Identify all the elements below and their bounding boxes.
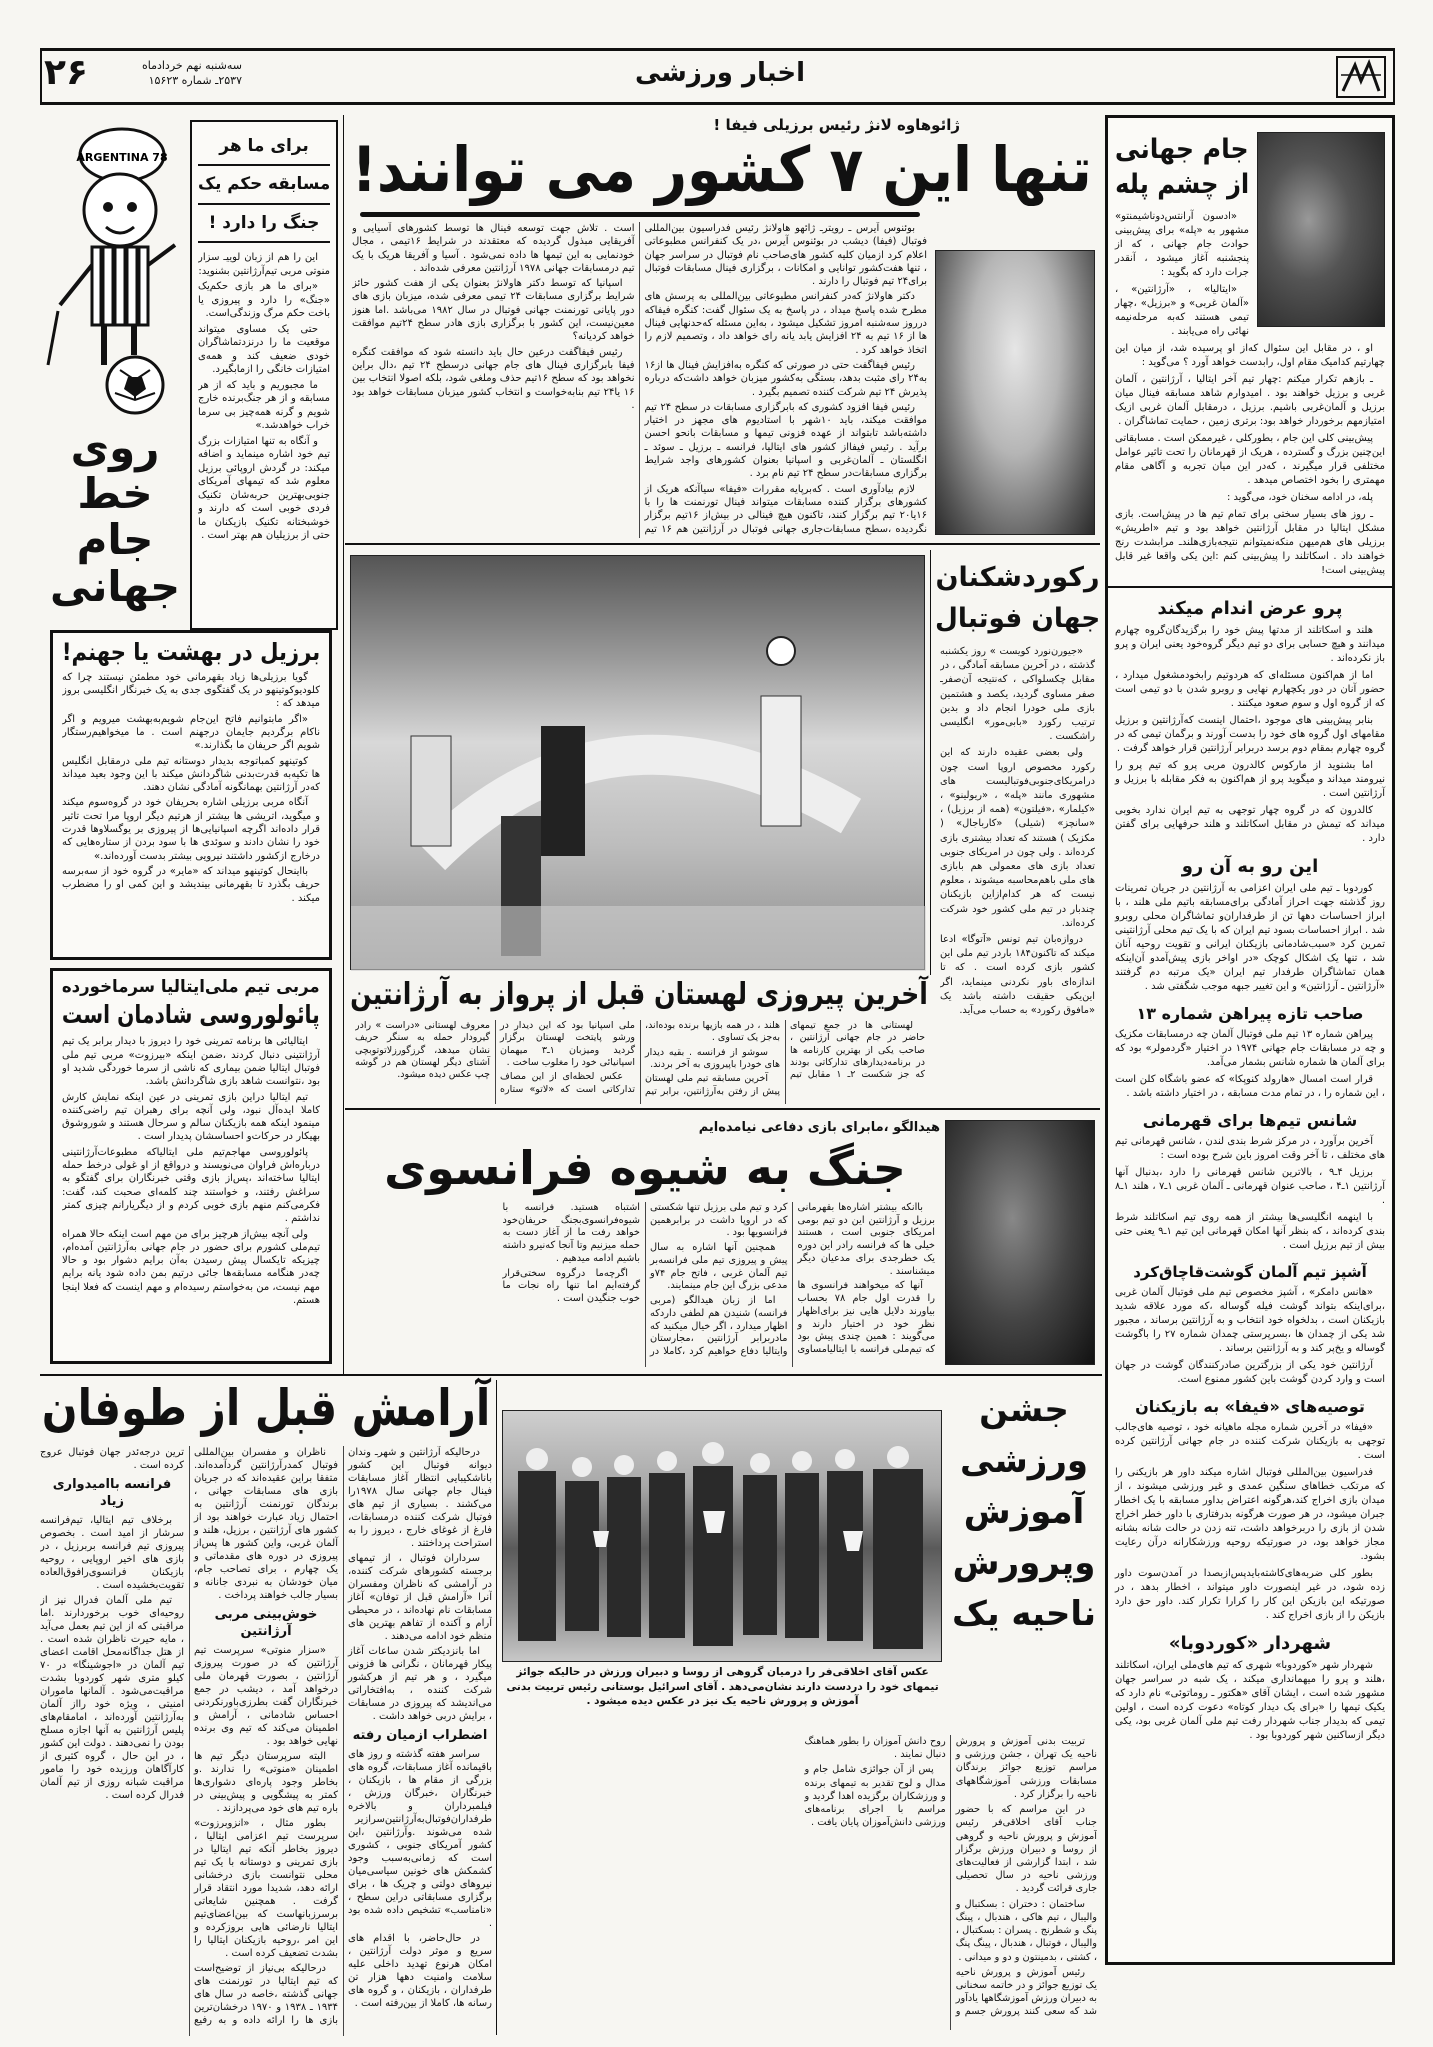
section-rule <box>345 543 1100 545</box>
paragraph: لهستانی ها در جمع تیمهای حاضر در جام جهانی آرژانتین ، صاحب یکی از بهترین کارنامه ها در برنامه‌دیدارهای تدارکاتی بودند که جز شکست ۲ـ ۱ مقابل تیم هلند ، در همه بازیها برنده بوده‌اند، به‌جز یک تساوی . <box>645 1020 925 1081</box>
players-silhouettes-icon <box>351 556 926 971</box>
main-article-body <box>352 222 927 538</box>
quote-body <box>198 251 330 622</box>
paragraph: اما از هم‌اکنون مسئله‌ای که هردوتیم رابخود‌مشغول میدارد ، حضور آنان در دور یکچهارم نهایی و روبرو شدن با دو تیمی است که از گروه اول و سوم صعود میکنند . <box>1115 670 1385 710</box>
paragraph: آرژانتین خود یکی از بزرگترین صادرکنندگان گوشت در جهان است و وارد کردن گوشت باین کشور ممنوع است. <box>1115 1360 1385 1386</box>
paragraph: ـ بازهم تکرار میکنم :چهار تیم آخر ایتالیا ، آرژانتین ، آلمان غربی و برزیل خواهند بود . امیدوارم شاهد مسابقه فینال میان برزیل و آلمان‌غربی باشیم. برزیل ، درمقابل آلمان غربی ازیک امتیازمهم برخوردار خواهد بود: برتری زمین ، حمایت تماشاگران . <box>1115 374 1385 428</box>
article-headline-row <box>62 638 320 667</box>
article-headline: برزیل در بهشت یا جهنم! <box>61 638 320 666</box>
gauchito-mascot-icon <box>40 115 190 425</box>
paragraph: گویا برزیلی‌ها زیاد بقهرمانی خود مطمئن نیستند چرا که کلودیوکوتینهو در یک گفتگوی جدی به یک خبرنگار انگلیسی بروز میدهد که : <box>62 671 320 710</box>
storm-subheading-france: فرانسه باامیدواری زیاد <box>52 1477 172 1509</box>
headline-text: جنگ را دارد ! <box>208 212 320 233</box>
header-top-rule <box>40 48 1395 51</box>
date-line: سه‌شنبه نهم خردادماه <box>141 59 242 72</box>
mayor-headline: شهردار «کوردوبا» <box>1168 1633 1332 1655</box>
photo-poland-spain-match <box>350 555 925 970</box>
paragraph: بوئنوس آیرس ـ رویترـ ژائهو هاولانژ رئیس فدراسیون بین‌المللی فوتبال (فیفا) دیشب در بوئنوس آیرس ،در یک کنفرانس مطبوعاتی اعلام کرد ازمیان کلیه کشور های‌صاحب نام فوتبال در سراسر جهان ، تنها هفت‌کشور توانایی و امکانات ، برگزاری فینال مسابقات فوتبال برای۲۴ تیم فوتبال را دارند . <box>644 223 927 288</box>
storm-subheading-calm: اضطراب ازمیان رفته <box>352 1728 488 1743</box>
festival-headline <box>950 1385 1098 1640</box>
header-bottom-rule <box>40 102 1395 105</box>
paragraph: دروازه‌بان تیم تونس «آتوگا» ادعا میکند که تاکنون۱۸۴ باردر تیم ملی این کشور بازی کرده است . که تا اندازه‌ای باور نکردنی مینماید، اگر این‌یکی حقیقت داشته باشد یک «مافوق رکورد» به حساب می‌آید. <box>940 934 1095 1017</box>
headline-row <box>935 558 1100 599</box>
paragraph: پس از آن جوائزی شامل جام و مدال و لوح تقدیر به تیمهای برنده و ورزشکاران برگزیده اهدا گردید و مراسم با اجرای برنامه‌های ورزشی دانش‌آموزان پایان یافت . <box>804 1764 946 1829</box>
article-kicker: مربی تیم ملی‌ایتالیا سرماخورده <box>62 977 320 997</box>
france-kicker: هیدالگو ،مابرای بازی دفاعی نیامده‌ایم <box>698 1120 940 1135</box>
paragraph: سرداران فوتبال ، از تیمهای برجسته کشورهای شرکت کننده، در آرامشی که ناظران ومفسران آنرا «آرامش قبل از توفان» آغاز مسابقات نام نهاده‌اند ، در محیطی آرام و آکنده از تفاهم بهترین های منظم خود ادامه می‌دهند . <box>348 1553 492 1642</box>
group-with-trophies-icon <box>503 1411 943 1663</box>
headline-line: از چشم پله <box>1115 169 1249 201</box>
paragraph: بطور مثال ، «انزوبرزوت» سرپرست تیم اعزامی ایتالیا ، دیروز بخاطر آنکه تیم ایتالیا در بازی تمرینی و دوستانه با یک تیم محلی نتوانست بازی درخشانی ارائه دهد، شدیدا مورد انتقاد قرار گرفت . همچنین شایعاتی برسرزبانهاست که بین‌اعضای‌تیم ایتالیا نارضائی هایی بروزکرده و این امر ،روحیه بازیکنان ایتالیا را بشدت تضعیف کرده است . <box>194 1817 338 1959</box>
paragraph: رئیس آموزش و پرورش ناحیه یک توزیع جوائز و در خاتمه سخنانی به دبیران ورزش آموزشگاهها یادآور شد که سعی کنند پرورش جسم و روح دانش آموزان را بطور هماهنگ دنبال نمایند . <box>804 1736 1097 2018</box>
headline-row <box>950 1436 1098 1487</box>
paragraph: باآنکه بیشتر اشاره‌ها بقهرمانی برزیل و آرژانتین این دو تیم بومی امریکای جنوبی است ، هستند خیلی ها که فرانسه رادر این دوره یک خطرجدی برای مدعیان دیگر میشناسند . <box>797 1202 935 1277</box>
storm-article-body <box>40 1446 492 2036</box>
paragraph: «ادسون آرانتس‌دوناشیمنتو» مشهور به «پله» برای پیش‌بینی حوادث جام جهانی ، که از پنجشنبه آغاز میشود ، آنقدر جرات دارد که بگوید : <box>1115 211 1249 279</box>
photo-pele-portrait <box>1257 132 1385 327</box>
paragraph: در حال‌حاضر، با اقدام های سریع و موثر دولت آرژانتین ، امکان هرنوع تهدید داخلی علیه سلامت وامنیت دهها هزار تن طرفداران ، بازیکنان ، و گروه های رسانه ها، کاملا از بین‌رفته است . <box>348 1932 492 2009</box>
paragraph: درحالیکه آرژانتین و شهرـ وندان دیوانه فوتبال این کشور باناشکیبایی انتظار آغاز مسابقات فینال جام جهانی سال ۱۹۷۸را می‌کشند . بسیاری از تیم های فوتبال شرکت کننده درمسابقات، فارغ از غوغای خارج ، دیروز را به استراحت پرداختند . <box>348 1447 492 1549</box>
paragraph: قرار است امسال «هارولد کنوپکا» که عضو باشگاه کلن است ، این شماره را ، در تمام مدت مسابقه ، در اختیار داشته باشد . <box>1115 1074 1385 1100</box>
paragraph: کوردوبا ـ تیم ملی ایران اعزامی به آرژانتین در جریان تمرینات روز گذشته جهت احراز آمادگی برای‌مسابقه باتیم ملی هلند ، با ابراز احساسات دهها تن از طرفداران‌و تماشاگران محلی روبرو شد . ابراز احساسات بسود تیم ایران که با یک تیم محلی آرژانتینی تمرین کرد «سبب‌شادمانی بازیکنان ایرانی و تقویت روحیه آنان شد ، تنها یک اشکال کوچک «در اواخر بازی پیش‌آمدو آن‌اینکه همان تماشاگران طرفدار تیم ایران «یک مرتبه دم گرفتند «آرژانتین ـ آرژانتین» و این تغییر جبهه موجب شگفتی شد . <box>1115 883 1385 993</box>
article-brazil-heaven-or-hell <box>50 630 332 960</box>
headline-row <box>950 1589 1098 1640</box>
headline-row <box>1115 167 1249 202</box>
odds-headline: شانس تیم‌ها برای قهرمانی <box>1142 1111 1358 1131</box>
column-divider <box>343 115 344 1375</box>
paragraph: تربیت بدنی آموزش و پرورش ناحیه یک تهران ، جشن ورزشی و مراسم توزیع جوائز برندگان مسابقات ورزشی آموزشگاههای ناحیه را برگزار کرد . <box>955 1736 1097 1800</box>
paragraph: آخرین برآورد ، در مرکز شرط بندی لندن ، شانس قهرمانی تیم های مختلف ، تا آخر وقت امروز باین شرح بوده است : <box>1115 1136 1385 1162</box>
paragraph: «اگر مابتوانیم فاتح این‌جام شویم‌به‌بهشت میرویم و اگر ناکام برگردیم جایمان درجهنم است . ما میخواهیم‌رستگار شویم اگر حریفان ما بگذارند.» <box>62 713 320 752</box>
paragraph: «هانس دامکر» ، آشپز مخصوص تیم ملی فوتبال آلمان غربی ،برای‌اینکه بتواند گوشت فیله گوساله ،که مورد علاقه شدید بازیکنان است ، بدلخواه خود انتخاب و به آرژانتین برساند ، مجبور شد یکی از چمدان ها ،بسرپرستی چمدان شماره ۲۷ را باگوشت گوساله و یخ‌پر کند و به آرژانتین برساند . <box>1115 1287 1385 1355</box>
paragraph: رئیس فیفا افزود کشوری که بابرگزاری مسابقات در سطح ۲۴ تیم موافقت میکند، باید ۱۰شهر با استادیوم های مجهز در اختیار داشته‌باشد تابتواند از عهده فزونی تیمها و مسابقات بانحو احسن برآید . رئیس فیفااز کشور های ایتالیا، فرانسه ـ برزیل ـ سوئد ـ انگلستان ـ آلمان‌غربی و اسپانیا بعنوان کشورهای واجد شرایط برگزاری مسابقات‌در سطح ۲۴ تیم نام برد . <box>644 401 927 480</box>
headline-line: جشن <box>979 1390 1069 1430</box>
issue-date <box>92 58 242 89</box>
paragraph: شهردار شهر «کوردوبا» شهری که تیم های‌ملی ایران، اسکاتلند ،هلند و پرو را میهمانداری میکند ، یک شبه در سراسر جهان مشهور شده است ، ایشان آقای «هکتور ـ روماتوئی» نام دارد که یکیک تیمها را «برای یک دیدار کوتاه» دعوت کرده است ، اولین تیمی که بدیدار جناب شهردار رفت تیم ملی آلمان غربی بود، یکی دیگر ازساکنین شهر کوردوبا بود . <box>1115 1660 1385 1742</box>
paragraph: بطور کلی ضربه‌های‌کاشته‌بایدپس‌ازبصدا در آمدن‌سوت داور زده شود، در غیر اینصورت داور میتواند ، اخطار بدهد ، در صورتیکه این بازیکن این کار را کرارا تکرار کند. داور حق دارد بازیکن را از بازی اخراج کند . <box>1115 1568 1385 1622</box>
section-rule <box>345 1108 1100 1110</box>
headline-row <box>950 1385 1098 1436</box>
paragraph: سوشو از فرانسه . بقیه دیدار های خودرا باپیروزی به آخر بردند. <box>645 1046 780 1071</box>
fifa-advice-headline: توصیه‌های «فیفا» به بازیکنان <box>1135 1397 1365 1417</box>
poland-headline-row <box>350 978 928 1013</box>
paragraph: «سزار منوتی» سرپرست تیم آرژانتین که در صورت پیروزی آرژانتین ، بصورت قهرمان ملی درخواهد آمد ، دیشب در جمع خبرنگاران گفت بطرزی‌باورنکردنی احساس شادمانی ، آرامش و اطمینان می‌کند که تیم وی برنده نهایی خواهد بود . <box>194 1644 338 1747</box>
records-article-body <box>940 645 1095 1103</box>
paragraph: این را هم از زبان لوییـ سزار منوتی مربی تیم‌آرژانتین بشنوید: <box>198 252 330 277</box>
article-body <box>62 1035 320 1355</box>
header-right-rule <box>1393 48 1395 105</box>
paragraph: تیم ملی آلمان فدرال نیز از روحیه‌ای خوب برخوردارند .اما مراقبتی که از این تیم بعمل می‌آید ، مایه حیرت ناظران شده است . از هتل جداگانه‌محل اقامت اعضای تیم آلمان در «اجوشینگا» در ۷۰ کیلو متری شهر کوردوبا بشدت مراقبت‌می‌شود . آلمانها ماموران امنیتی ، ویژه خود رااز آلمان به‌آرژانتین آورده‌اند ، امامقام‌های پلیس آرژانتین به آنها اجازه مسلح بودن را نمی‌دهند . دولت این کشور ، در این حال ، گروه کثیری از کارآگاهان ورزیده خود را مامور مراقبت شبانه روزی از تیم آلمان فدرال کرده است . <box>40 1594 184 1801</box>
headline-row <box>935 599 1100 640</box>
headline-line: جهان فوتبال <box>934 602 1100 634</box>
main-headline-row <box>351 133 1092 206</box>
paragraph: «جیورن‌نورد کویست » روز یکشنبه گذشته ، در آخرین مسابقه آمادگی ، در مقابل چکسلواکی ، که‌نتیجه آن‌صفرـ صفر مساوی گردید، یکصد و هشتمین بازی ملی خودرا انجام داد و بدین ترتیب رکورد «بابی‌مور» انگلیسی راشکست . <box>940 646 1095 743</box>
headline-line: ناحیه یک <box>952 1594 1096 1634</box>
paragraph: «ایتالیا» ، «آرژانتین» ، «آلمان غربی» و «برزیل» ،چهار تیمی هستند که‌به مرحله‌نیمه نهائی راه می‌یابند . <box>1115 284 1249 338</box>
france-headline-row <box>350 1142 940 1195</box>
headline-row <box>950 1538 1098 1589</box>
vertical-headline-word: خط <box>77 469 153 519</box>
paragraph: اگرچه‌ما درگروه سختی‌قرار گرفته‌ایم اما تنها راه نجات ما خوب جنگیدن است . <box>502 1267 640 1305</box>
poland-headline: آخرین پیروزی لهستان قبل از پرواز به آرژانتین <box>350 977 928 1012</box>
vertical-headline-row <box>50 471 180 517</box>
logo-emblem-icon <box>1335 55 1387 99</box>
headline-line: جام جهانی <box>1115 134 1249 165</box>
paragraph: عکس لحظه‌ای از این مصاف تدارکاتی است که «لاتو» ستاره معروف لهستانی «دراست » رادر گیرودار حمله به سنگر حریف نشان میدهد، گرزگورزلاتوتوبچی آشنای دیگر لهستان هم در گوشه چپ عکس دیده میشود. <box>355 1020 635 1095</box>
paragraph: فدراسیون بین‌المللی فوتبال اشاره میکند داور هر بازیکنی را که مرتکب خطاهای سنگین عمدی و غیر ورزشی میشوند ، از میدان بازی اخراج کند،هرگونه اعتراض بداور مسابقه با یک اخطار جبران میشود، در هر صورت هرگونه بدرفتاری با داور خطر اخراج شدن از بازی را دربرخواهد داشت، تنه زدن در حالت شانه بشانه مجاز خواهد بود، در صورتیکه روحیه ورزشکارانه درآن رعایت بشود. <box>1115 1467 1385 1563</box>
paragraph: پیراهن شماره ۱۳ تیم ملی فوتبال آلمان چه درمسابقات مکزیک و چه در مسابقات جام جهانی ۱۹۷۴ در اختیار «گردمولر» بود که برای آلمان ها شماره شانس بشمار می‌آمد. <box>1115 1029 1385 1069</box>
newspaper-logo <box>1335 55 1387 99</box>
france-headline: جنگ به شیوه فرانسوی <box>384 1141 906 1195</box>
mascot-hat-label: ARGENTINA 78 <box>76 151 168 164</box>
headline-text: برای ما هر <box>219 136 309 156</box>
pele-headline <box>1115 132 1249 202</box>
paragraph: آنها که میخواهند فرانسوی ها را قدرت اول جام ۷۸ بحساب بیاورند دلایل هایی نیز برای‌اظهار نظر خود در اختیار دارند و می‌گویند : همین چندی پیش بود که تیم‌ملی فرانسه با ایتالیامساوی کرد و تیم ملی برزیل تنها شکستی که در اروپا داشت در برابرهمین فرانسویها بود . <box>650 1202 935 1356</box>
photo-caption: عکس آقای اخلاقی‌فر را درمیان گروهی از روسا و دبیران ورزش در حالیکه جوائز تیمهای خود را دردست دارند نشان‌می‌دهد . آقای اسرائیل بوستانی رئیس تربیت بدنی آموزش و پرورش ناحیه یک نیز در عکس دیده میشود . <box>506 1666 939 1708</box>
vertical-headline-row <box>49 561 180 611</box>
shirt13-article-body <box>1115 1028 1385 1101</box>
peru-headline: پرو عرض اندام میکند <box>1157 598 1343 620</box>
paragraph: هلند و اسکاتلند از مدتها پیش خود را برگزیدگان‌گروه چهارم میدانند و هیچ حسابی برای دو تیم دیگر گروه‌خود یعنی ایران و پرو باز نکرده‌اند . <box>1115 625 1385 665</box>
vertical-headline-row <box>50 425 180 471</box>
paragraph: برزیل ۴ـ۹ ، بالاترین شانس قهرمانی را دارد ،بدنبال آنها آرژانتین ۱ـ۴ ، صاحب عنوان قهرمانی ـ آلمان غربی ۱ـ۷ ، هلند ۱ـ۸ . <box>1115 1167 1385 1207</box>
paragraph: اما بانزدیکتر شدن ساعات آغاز پیکار قهرمانان ، نگرانی ها فزونی میگیرد ، و هر تیم از هرکشور شرکت کننده ، به‌افتخاراتی می‌اندیشد که پیروزی در مسابقات ، برایش دربی خواهد داشت . <box>348 1646 492 1722</box>
paragraph: بااینحال کوتینهو میداند که «مایر» در گروه خود از سه‌برسه حریف بگذرد تا بقهرمانی بیندیشد و این کمی او را مضطرب میکند . <box>62 865 320 904</box>
shirt13-headline: صاحب تازه پیراهن شماره ۱۳ <box>1136 1004 1364 1024</box>
paragraph: ولی بعضی عقیده دارند که این رکورد مخصوص اروپا است چون درامریکای‌جنوبی‌فوتبالیست های مشهوری مانند «پله» ، «ریولینو» ، «کیلمار» ،«فیلتون» (همه از برزیل) ، «سانچز» (شیلی) «کارباجال» ( مکزیک ) هستند که تعداد بیشتری بازی کرده‌اند . ولی چون در امریکای جنوبی تعداد بازی های معمولی هم بابازی های ملی باهم‌محاسبه میشوند ، معلوم نیست که هر کدام‌ازاین بازیکنان چندبار در تیم ملی کشور خود شرکت کرده‌اند. <box>940 747 1095 929</box>
paragraph: او ، در مقابل این سئوال که‌از او پرسیده شد، از میان این چهارتیم کدامیک مقام اول، رابدست خواهد آورد ؟ می‌گوید : <box>1115 343 1385 369</box>
vertical-headline-word: جام <box>76 515 154 565</box>
paragraph: آنگاه مربی برزیلی اشاره بحریفان خود در گروه‌سوم میکند و میگوید، اتریشی ها بیشتر از هرتیم دیگر اروپا مرا تحت تاثیر قرار داده‌اند اگرچه اسپانیایی‌ها از پیروزی بر یوگسلاوها قدرت خود را نشان دادند و سوئدی ها با سود بردن از ستاره‌هایی که درخارج ازکشور داشتند نیرویی بیشتر بدست آورده‌اند.» <box>62 797 320 862</box>
paragraph: پیش‌بینی کلی این جام ، بطورکلی ، غیرممکن است . مسابقاتی این‌چنین بزرگ و گسترده ، هریک از قهرمانان را تحت تاثیر عوامل مختلفی قرار میگیرند ، که‌در این میان تجربه و آگاهی مقام مهمتری را بخود اختصاص میدهد . <box>1115 433 1385 487</box>
headline-line: ورزشی <box>959 1441 1089 1481</box>
paragraph: آخرین مسابقه تیم ملی لهستان پیش از رفتن به‌آرژانتین، برابر تیم ملی اسپانیا بود که این دیدار در ورشو پایتخت لهستان برگزار گردید ومیزبان ۱ـ۳ میهمان اسپانیائی خود را مغلوب ساخت . <box>500 1020 780 1097</box>
peru-article-body <box>1115 624 1385 846</box>
records-headline <box>935 558 1100 639</box>
issue-number: ۲۵۳۷ـ شماره ۱۵۶۲۳ <box>148 74 242 88</box>
paragraph: ناظران و مفسران بین‌المللی فوتبال کمدرآرژانتین گردآمده‌اند. متفقا براین عقیده‌اند که در جریان بازی های مسابقات جهانی ، برندگان تورنمنت آرژانتین به احتمال زیاد عبارت خواهند بود از کشور های آرژانتین ، برزیل، هلند و آلمان غربی، واین کشور ها پس‌از پیروزی در دوره های مقدماتی و یک چهارم ، برای تصاحب جام، میان خودشان به نبردی جانانه و بسیار جالب خواهند پرداخت . <box>194 1447 338 1601</box>
headline-row <box>950 1487 1098 1538</box>
section-rule <box>1108 586 1392 588</box>
vertical-headline-word: جهانی <box>49 561 180 611</box>
paragraph: کوتینهو کمباتوجه بدیدار دوستانه تیم ملی درمقابل انگلیس ها تکیه‌به قدرت‌بدنی شاگردانش میکند با این وجود بعید میداند که‌در آرژانتین بهمانگونه آمادگی نشان دهند. <box>62 755 320 794</box>
paragraph: با اینهمه انگلیسی‌ها بیشتر از همه روی تیم اسکاتلند شرط بندی کرده‌اند ، که بنظر آنها امکان قهرمانی این تیم ۱ـ۹ یعنی حتی بیش از تیم برزیل است . <box>1115 1212 1385 1252</box>
header-left-rule <box>40 48 42 105</box>
article-paolo-rossi <box>50 968 332 1364</box>
photo-trophy-ceremony-group <box>502 1410 942 1662</box>
section-rule <box>40 1374 1102 1376</box>
reversal-article-body <box>1115 882 1385 994</box>
paragraph: حتی یک مساوی میتواند موقعیت ما را درنزدتماشاگران خودی ضعیف کند و همه‌ی امتیازات خانگی را ازمابگیرد. <box>198 323 330 376</box>
article-headline: پائولوروسی شادمان است <box>62 1000 320 1030</box>
paragraph: پائولوروسی مهاجم‌تیم ملی ایتالیاکه مطبوعات‌آرژانتینی درباره‌اش فراوان می‌نویسند و درواقع از او غولی درخط حمله ایتالیا ساخته‌اند ،پس‌از بازی وقتی خبرنگاران برای گفتگو به سراغش رفتند، و خواستند چند کلمه‌ای صحبت کند، گفت: فکرمی‌کنم منهم بازی خوبی کردم و از دیگریارانم چیزی کمتر نداشتم . <box>62 1146 320 1225</box>
paragraph: ما مجبوریم و باید که از هر مسابقه و از هر جنگ‌برنده خارج شویم و گرنه همه‌چیز بی سرما خراب خواهدشد.» <box>198 379 330 432</box>
paragraph: ولی آنچه بیش‌از هرچیز برای من مهم است اینکه حالا همراه تیم‌ملی کشورم برای حضور در جام جهانی به‌آرژانتین آمده‌ام، چیزیکه تایکسال پیش رسیدن به‌آن برایم دشوار بود و حالا چه‌در هنگامه مسابقه‌ها جائی درتیم بمن داده شود یانه برایم مهم نیست، من به‌خواستم رسیده‌ام و مهم اینست که فعلا اینجا هستم. <box>62 1228 320 1307</box>
paragraph: همچنین آنها اشاره به سال پیش و پیروزی تیم ملی فرانسه‌بر تیم آلمان غربی ، فاتح جام ۷۴و مدعی بزرگ این جام مینمایند. <box>650 1242 788 1292</box>
pele-section <box>1115 132 1385 588</box>
page-number: ۲۶ <box>44 52 88 93</box>
paragraph: اما از زبان هیدالگو (مربی فرانسه) شنیدن هم لطفی داردکه اظهار میدارد ، اگر خیال میکنید که مادربرابر آرژانتین ،مجارستان وایتالیا دفاع خواهیم کرد ،کاملا در اشتباه هستید. فرانسه با شیوه‌فرانسوی‌بجنگ حریفان‌خود خواهد رفت ما از آغاز دست به حمله میزنیم وتا آنجا که‌نیرو داشته باشیم ادامه میدهیم . <box>502 1202 788 1358</box>
main-kicker: ژائوهاوه لانژ رئیس برزیلی فیفا ! <box>713 116 960 134</box>
paragraph: رئیس فیفاگفت درعین حال باید دانسته شود که موافقت کنگره فیفا بابرگزاری فینال های جام جهانی درسطح ۲۴ تیم ،دال براین نخواهد بود که سطح ۱۶تیم حذف وملغی شود، بلکه اصولا انتخاب بین ۱۶ یا۲۴ تیم بنابه‌خواست و انتخاب کشور میزبان مسابقات خواهد بود . <box>352 346 635 411</box>
paragraph: درحالیکه بی‌نیاز از توضیح‌است که تیم ایتالیا در تورنمنت های جهانی گذشته ،خاصه در سال های ۱۹۳۴ ـ ۱۹۳۸ و ۱۹۷۰ درخشان‌ترین بازی ها را ارائه داده و به رفیع ترین درجه‌ئدر جهان فوتبال عروج کرده است . <box>40 1447 338 2026</box>
fifa-advice-article-body <box>1115 1421 1385 1623</box>
paragraph: ایتالیائی ها برنامه تمرینی خود را دیروز با دیدار برابر یک تیم آرژانتینی دنبال کردند ،ضمن اینکه «بیرزوت» مربی تیم ملی فوتبال ایتالیا ضمن بیماری که ناشی از سرما خوردگی شدید او بود ،نتوانست شاهد بازی شاگردانش باشد. <box>62 1036 320 1088</box>
main-headline: تنها این ۷ کشور می توانند! <box>351 133 1092 206</box>
section-title: اخبار ورزشی <box>634 58 805 88</box>
paragraph: تیم ایتالیا دراین بازی تمرینی در عین اینکه نمایش کارش کاملا ایده‌آل نبود، ولی آنچه برای رهبران تیم راضی‌کننده مینمود اینکه همه بازیکنان سالم و سرحال هستند و شوروشوق بهیکار در حرکات‌و احساسشان پدیدار است . <box>62 1091 320 1143</box>
paragraph: در این مراسم که با حضور جناب آقای اخلاقی‌فر رئیس آموزش و پرورش ناحیه و گروهی از روسا و دبیران ورزش برگزار شد ، ابتدا گزارشی از فعالیت‌های ورزشی ناحیه در سال تحصیلی جاری قرائت گردید . <box>955 1804 1097 1895</box>
mayor-article-body <box>1115 1659 1385 1743</box>
vertical-headline-world-cup-line <box>50 425 180 610</box>
odds-article-body <box>1115 1135 1385 1253</box>
right-column-box <box>1105 115 1395 1965</box>
paragraph: دکتر هاولانژ که‌در کنفرانس مطبوعاتی بین‌المللی به پرسش های مطرح شده پاسخ میداد ، در پاسخ به یک سئوال گفت: کنگره فیفاکه درروز سه‌شنبه امروز تشکیل میشود ، به‌این مسئله که‌حدنهایی فینال ها از ۱۶ تیم به ۲۴ افزایش یابد یانه رای خواهد داد ، وتصمیم لازم را اتخاذ خواهد کرد . <box>644 291 927 356</box>
paragraph: «فیفا» در آخرین شماره مجله ماهیانه خود ، توصیه های‌جالب توجهی به بازیکنان شرکت کننده در جام جهانی آرژانتین کرده است . <box>1115 1422 1385 1462</box>
chef-headline: آشپز تیم آلمان گوشت‌قاچاق‌کرد <box>1133 1263 1367 1282</box>
vertical-headline-row <box>50 517 180 563</box>
paragraph: ـ روز های بسیار سختی برای تمام تیم ها در پیش‌است. بازی مشکل ایتالیا در مقابل آرژانتین خواهد بود و تیم «اطریش» برزیلی های هم‌میهن منکه‌نمیتوانم نتیجه‌بازی‌هلند‌ـ مرابشدت رنج خواهند داد . اسکاتلند را پیش‌بینی کنم :این یکی واقعا غیر قابل پیش‌بینی است! <box>1115 509 1385 577</box>
storm-headline-row <box>42 1380 490 1438</box>
paragraph: «برای ما هر بازی حکم‌یک «جنگ» را دارد و پیروزی یا باخت حکم مرگ وزندگی‌است. <box>198 281 330 320</box>
vertical-headline-word: روی <box>70 423 160 472</box>
headline-line: آموزش <box>963 1492 1085 1532</box>
paragraph: لازم بیادآوری است . که‌برپایه مقررات «فیفا» سیاآنکه هریک از کشورهای برگزار کننده مسابقات میتواند فینال تورنمنت ها را با ۱۶یا۲۰ تیم برگزار کنند، تاکنون هیچ فینالی در بیش‌از ۱۶تیم برگزار نگردیده ،سطح مسابقات‌جاری جهانی فوتبال در آرژانتین هم ۱۶ تیم است . تلاش جهت توسعه فینال ها توسط کشورهای آسیایی و آفریقایی مبذول گردیده که معتقدند در شرایط ۱۶تیمی ، مجال خودنمایی به این تیمها ها داده نمی‌شود . آسیا و آفریقا هریک با یک تیم درمسابقات جهانی ۱۹۷۸ آرژانتین معرفی شده‌اند . <box>352 223 927 535</box>
headline-line: وپرورش <box>952 1543 1096 1583</box>
poland-article-body <box>355 1020 925 1104</box>
column-divider <box>496 1380 497 2035</box>
mascot-illustration <box>40 115 190 425</box>
paragraph: برخلاف تیم ایتالیا، تیم‌فرانسه سرشار از امید است . بخصوص پیروزی تیم فرانسه بربرزیل ، در بازی های اخیر اروپایی ، روحیه بازیکنان فرانسوی‌رافوق‌العاده تقویت‌بخشیده است . <box>40 1514 184 1591</box>
paragraph: کالدرون که در گروه چهار توجهی به تیم ایران ندارد بخوبی میداند که تیمش در مقابل اسکاتلند و هلند حرفهایی برای گفتن دارد . <box>1115 805 1385 845</box>
article-body <box>62 671 320 952</box>
headline-line: رکوردشکنان <box>935 562 1100 593</box>
paragraph: و آنگاه به تنها امتیازات بزرگ تیم خود اشاره مینماید و اضافه میکند: در گردش اروپائی برزیل معلوم شد که تیمهای آمریکای جنوبی‌بهترین حربه‌شان تکنیک فردی خوبی است که دارند و خوشبختانه تکنیک بازیکنان ما حتی از برزیلیان هم بهتر است . <box>198 435 330 542</box>
storm-subheading-coach: خوش‌بینی مربی آرژانتین <box>214 1607 318 1639</box>
france-article-body <box>355 1202 935 1367</box>
chef-article-body <box>1115 1286 1385 1387</box>
paragraph: اما بشنوید از مارکوس کالدرون مربی پرو که تیم پرو را نیرومند میداند و میگوید پرو از هم‌اکنون به فکر مقابله با برزیل و آرژانتین است . <box>1115 760 1385 800</box>
paragraph: رئیس فیفاگفت حتی در صورتی که کنگره به‌افزایش فینال ها از۱۶ به‌۲۴ رای مثبت بدهد، بستگی به‌کشور میزبان خواهد داشت‌که درباره پذیرش ۲۴ تیم شرکت کننده تصمیم بگیرد . <box>644 359 927 398</box>
paragraph: اسپانیا که توسط دکتر هاولانژ بعنوان یکی از هفت کشور حائز شرایط برگزاری مسابقات ۲۴ تیمی معرفی شده، میزبان بازی های دور پایانی تورنمنت جهانی فوتبال در سال ۱۹۸۲ می‌باشد .اما هنوز معین‌نیست، این کشور با برگزاری بازی هادر سطح ۲۴تیم موافقت خواهد کردیانه؟ <box>352 278 635 343</box>
quote-headline-line <box>198 205 330 243</box>
photo-hidalgo-portrait <box>945 1120 1095 1365</box>
paragraph: ساختمان : دختران : بسکتبال و والیبال ، تیم هاکی ، هندبال ، پینگ پنگ و شطرنج . پسران : بسکتبال ، والیبال ، فوتبال ، هندبال ، پینگ پنگ ، کشتی ، بدمینتون و دو و میدانی . <box>955 1898 1097 1963</box>
paragraph: بنابر پیش‌بینی های موجود ،احتمال اینست که‌آرژانتین و برزیل مقامهای اول گروه های خود را بدست آورند و برگمان تیمی که در گروه چهارم بمقام دوم برسد دربرابر آرژانتین قرار خواهد گرفت . <box>1115 715 1385 755</box>
paragraph: البته سرپرستان دیگر تیم ها اطمینان «منوتی» را ندارند .و بخاطر وجود پاره‌ای دشواری‌ها کمتر به پیشگویی و پیش‌بینی در باره تیم های خود می‌پردازند . <box>194 1750 338 1814</box>
headline-text: مسابقه حکم یک <box>197 174 330 195</box>
storm-headline: آرامش قبل از طوفان <box>41 1379 490 1437</box>
headline-underline <box>360 212 920 217</box>
paragraph: سراسر هفته گذشته و روز های باقیمانده آغاز مسابقات، گروه های بزرگی از مقام ها ، بازیکنان ، خبرنگاران ،خبرگان ورزش ، فیلمبرداران و بالاخره طرفداران‌فوتبال‌به‌آرژانتین‌سرازیر شده می‌شوند .وآرژانتین ،این کشور آمریکای جنوبی ، کشوری است که زمانی‌به‌سبب وجود کشمکش های خونین سیاسی‌میان نیروهای دولتی و چریک ها ، برای برگزاری مسابقاتی دراین سطح ، «نامناسب» تشخیص داده شده بود . <box>348 1748 492 1929</box>
headline-row <box>1115 132 1249 167</box>
paragraph: پله، در ادامه سخنان خود، می‌گوید : <box>1226 492 1373 504</box>
festival-article-body <box>502 1735 1097 2030</box>
photo-havelange-portrait <box>935 250 1095 535</box>
reversal-headline: این رو به آن رو <box>1181 856 1319 878</box>
